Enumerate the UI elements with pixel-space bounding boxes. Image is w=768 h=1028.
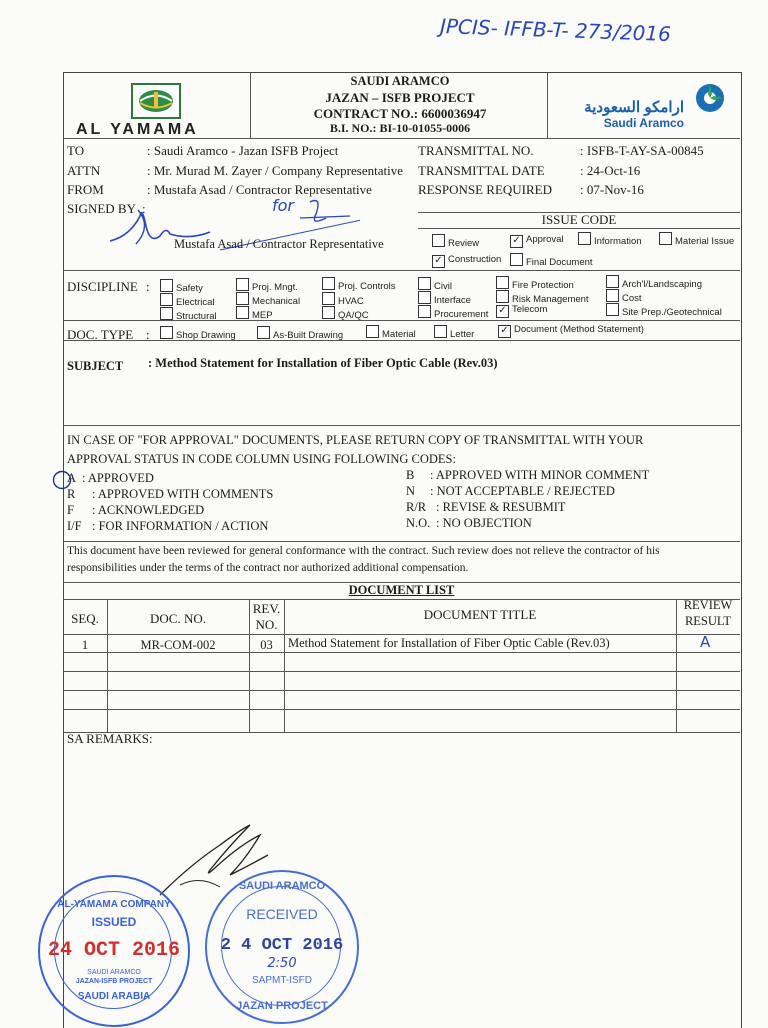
code-f: F — [67, 503, 74, 517]
code-rr: R/R — [406, 500, 427, 514]
discipline-telecom[interactable]: ✓ Telecom — [496, 304, 547, 318]
discipline-archl-landscaping[interactable]: Arch'l/Landscaping — [606, 275, 702, 290]
signature-for-text: for — [272, 196, 294, 215]
issue-code-information[interactable]: Information — [578, 232, 642, 247]
al-yamama-logo-text: AL YAMAMA — [76, 121, 199, 138]
code-r-desc: : APPROVED WITH COMMENTS — [92, 487, 274, 501]
to-label: TO — [67, 143, 85, 158]
approval-note-line2: APPROVAL STATUS IN CODE COLUMN USING FOLLOWING CODES: — [67, 452, 456, 466]
from-label: FROM — [67, 182, 104, 197]
discipline-site-prep[interactable]: Site Prep./Geotechnical — [606, 303, 722, 318]
code-no: N.O. — [406, 516, 431, 530]
discipline-mep[interactable]: MEP — [236, 306, 273, 321]
discipline-colon: : — [146, 279, 150, 294]
issue-code-approval[interactable]: ✓ Approval — [510, 234, 564, 248]
code-a-desc: : APPROVED — [82, 471, 154, 485]
document-list-title: DOCUMENT LIST — [348, 583, 455, 597]
header-review-result-2: RESULT — [684, 614, 732, 628]
row-1-title: Method Statement for Installation of Fiber Optic Cable (Rev.03) — [288, 636, 610, 650]
discipline-cost[interactable]: Cost — [606, 289, 642, 304]
discipline-qaqc[interactable]: QA/QC — [322, 306, 369, 321]
discipline-hvac[interactable]: HVAC — [322, 292, 364, 307]
header-doc-no: DOC. NO. — [150, 611, 206, 626]
saudi-aramco-english-text: Saudi Aramco — [603, 116, 684, 130]
issue-code-final-document[interactable]: Final Document — [510, 253, 593, 268]
discipline-fire-protection[interactable]: Fire Protection — [496, 276, 574, 291]
header-document-title: DOCUMENT TITLE — [423, 607, 537, 622]
discipline-civil[interactable]: Civil — [418, 277, 452, 292]
code-a: A — [67, 471, 77, 485]
code-b: B — [406, 468, 415, 482]
sa-remarks-label: SA REMARKS: — [67, 731, 153, 746]
response-required-value: : 07-Nov-16 — [580, 182, 644, 197]
code-b-desc: : APPROVED WITH MINOR COMMENT — [430, 468, 650, 482]
response-required-label: RESPONSE REQUIRED — [418, 182, 552, 197]
subject-label: SUBJECT — [67, 359, 124, 373]
discipline-proj-controls[interactable]: Proj. Controls — [322, 277, 396, 292]
signed-by-colon: : — [142, 201, 146, 216]
row-1-result: A — [700, 633, 711, 651]
saudi-aramco-arabic-text: ارامكو السعودية — [584, 99, 684, 116]
transmittal-no-label: TRANSMITTAL NO. — [418, 143, 534, 158]
row-1-doc-no: MR-COM-002 — [140, 638, 216, 652]
bi-number: B.I. NO.: BI-10-01055-0006 — [329, 121, 471, 135]
handwritten-reference: JPCIS- IFFB-T- 273/2016 — [439, 13, 672, 47]
doc-type-letter[interactable]: Letter — [434, 325, 474, 340]
contract-number: CONTRACT NO.: 6600036947 — [313, 106, 487, 121]
discipline-interface[interactable]: Interface — [418, 291, 471, 306]
discipline-label: DISCIPLINE — [67, 279, 138, 294]
to-value: : Saudi Aramco - Jazan ISFB Project — [147, 143, 339, 158]
issue-code-review[interactable]: Review — [432, 234, 479, 249]
row-1-seq: 1 — [81, 638, 89, 652]
transmittal-no-value: : ISFB-T-AY-SA-00845 — [580, 143, 704, 158]
attn-value: : Mr. Murad M. Zayer / Company Representative — [147, 163, 403, 178]
subject-value: : Method Statement for Installation of Fiber Optic Cable (Rev.03) — [148, 356, 498, 370]
project-name: JAZAN – ISFB PROJECT — [325, 90, 475, 105]
discipline-proj-mngt[interactable]: Proj. Mngt. — [236, 278, 298, 293]
code-n-desc: : NOT ACCEPTABLE / REJECTED — [430, 484, 615, 498]
discipline-structural[interactable]: Structural — [160, 307, 217, 322]
doc-type-material[interactable]: Material — [366, 325, 416, 340]
header-seq: SEQ. — [71, 611, 99, 626]
discipline-mechanical[interactable]: Mechanical — [236, 292, 300, 307]
company-name: SAUDI ARAMCO — [350, 74, 450, 88]
al-yamama-emblem-icon — [128, 82, 186, 122]
issue-code-construction[interactable]: ✓ Construction — [432, 254, 501, 268]
attn-label: ATTN — [67, 163, 101, 178]
doc-type-as-built-drawing[interactable]: As-Built Drawing — [257, 326, 343, 341]
code-no-desc: : NO OBJECTION — [436, 516, 532, 530]
header-rev-2: NO. — [255, 617, 278, 632]
code-if-desc: : FOR INFORMATION / ACTION — [92, 519, 269, 533]
discipline-electrical[interactable]: Electrical — [160, 293, 215, 308]
saudi-aramco-logo-icon — [690, 80, 730, 116]
doc-type-colon: : — [146, 327, 150, 342]
code-n: N — [406, 484, 416, 498]
received-stamp: SAUDI ARAMCO RECEIVED 2 4 OCT 2016 2:50 SAPMT-ISFD JAZAN PROJECT — [205, 870, 359, 1024]
issue-code-material-issue[interactable]: Material Issue — [659, 232, 734, 247]
transmittal-date-value: : 24-Oct-16 — [580, 163, 641, 178]
row-1-rev: 03 — [260, 638, 273, 652]
discipline-safety[interactable]: Safety — [160, 279, 203, 294]
disclaimer-line2: responsibilities under the terms of the contract nor authorized additional compensation. — [67, 562, 469, 574]
discipline-procurement[interactable]: Procurement — [418, 305, 488, 320]
header-review-result-1: REVIEW — [683, 598, 733, 612]
header-rev-1: REV. — [252, 601, 281, 616]
signer-name: Mustafa Asad / Contractor Representative — [174, 237, 384, 251]
disclaimer-line1: This document have been reviewed for general conformance with the contract. Such review does not relieve the contractor of his — [67, 545, 660, 557]
code-r: R — [67, 487, 76, 501]
code-if: I/F — [67, 519, 82, 533]
code-rr-desc: : REVISE & RESUBMIT — [436, 500, 566, 514]
doc-type-label: DOC. TYPE — [67, 327, 134, 342]
discipline-risk-management[interactable]: Risk Management — [496, 290, 589, 305]
issued-stamp: AL-YAMAMA COMPANY ISSUED 24 OCT 2016 SAUDI ARAMCO JAZAN-ISFB PROJECT SAUDI ARABIA — [38, 875, 190, 1027]
doc-type-shop-drawing[interactable]: Shop Drawing — [160, 326, 236, 341]
approval-note-line1: IN CASE OF "FOR APPROVAL" DOCUMENTS, PLEASE RETURN COPY OF TRANSMITTAL WITH YOUR — [67, 433, 644, 447]
issue-code-title: ISSUE CODE — [541, 212, 617, 227]
doc-type-document-method-statement[interactable]: ✓ Document (Method Statement) — [498, 324, 644, 338]
code-f-desc: : ACKNOWLEDGED — [92, 503, 205, 517]
transmittal-date-label: TRANSMITTAL DATE — [418, 163, 545, 178]
from-value: : Mustafa Asad / Contractor Representative — [147, 182, 372, 197]
signed-by-label: SIGNED BY — [67, 201, 136, 216]
